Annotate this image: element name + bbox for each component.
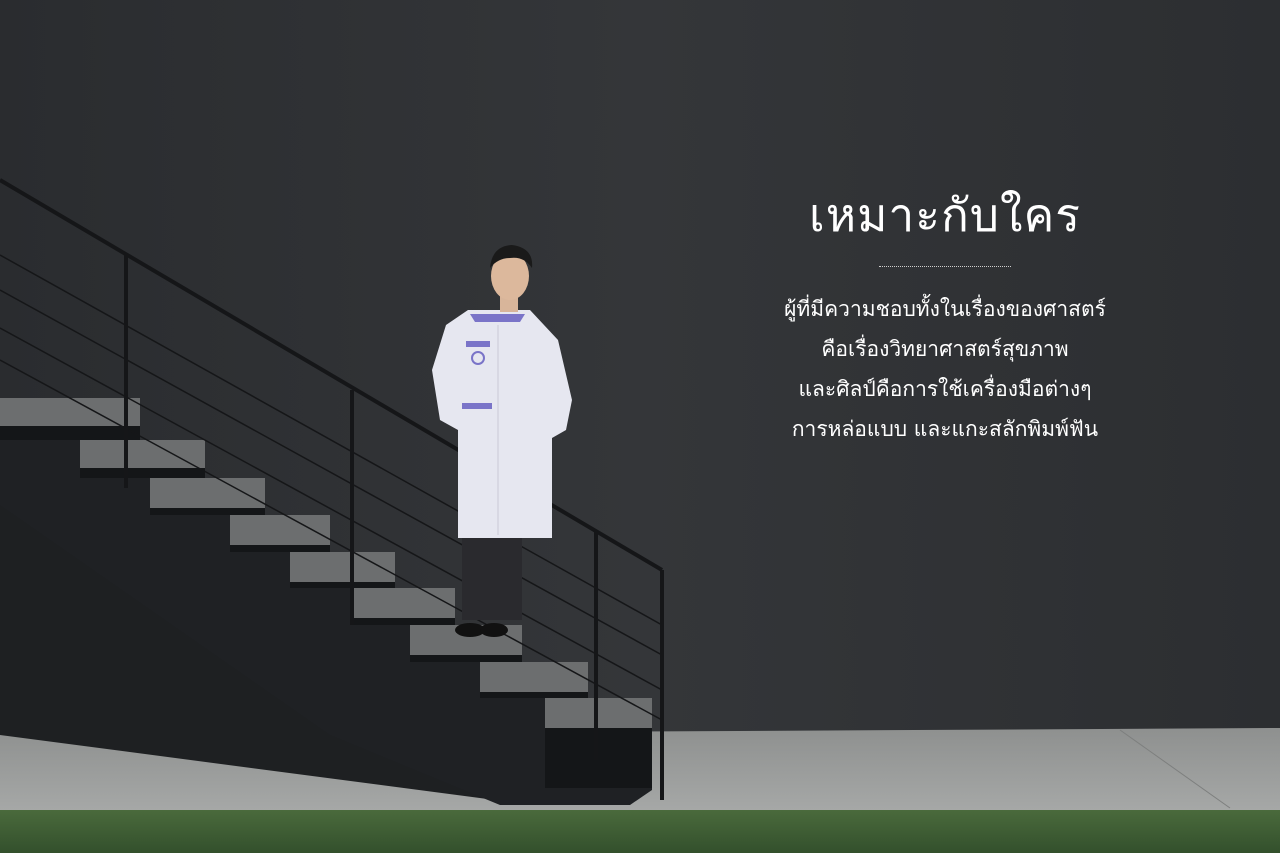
caption-line: การหล่อแบบ และแกะสลักพิมพ์ฟัน — [791, 417, 1099, 441]
caption-divider — [879, 266, 1011, 267]
caption-block — [760, 180, 1130, 449]
caption-title: เหมาะกับใคร — [809, 188, 1081, 242]
caption-line: คือเรื่องวิทยาศาสตร์สุขภาพ — [821, 337, 1069, 361]
caption-line: ผู้ที่มีความชอบทั้งในเรื่องของศาสตร์ — [784, 297, 1106, 321]
grass — [0, 810, 1280, 853]
caption-line: และศิลป์คือการใช้เครื่องมือต่างๆ — [798, 377, 1092, 401]
caption-lines — [760, 289, 1130, 449]
